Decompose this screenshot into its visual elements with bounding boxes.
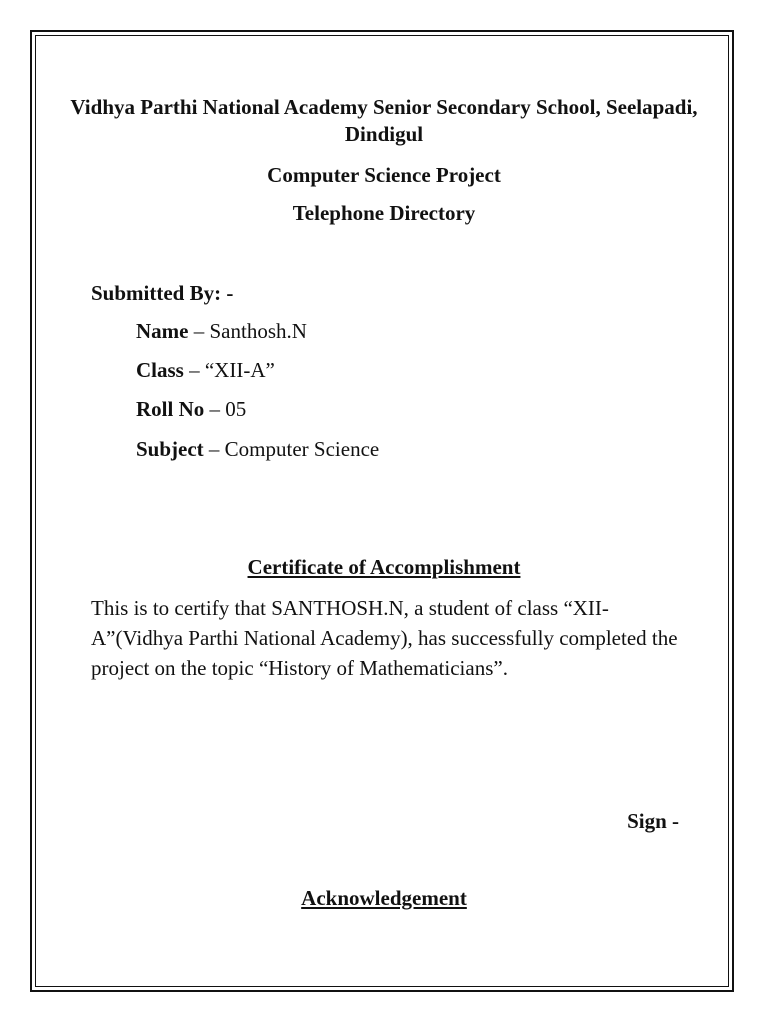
detail-roll-no [136,396,246,423]
detail-roll-no-label: Roll No [136,397,205,421]
certificate-text: This is to certify that SANTHOSH.N, a student of class “XII-A”(Vidhya Parthi National Academy), has successfully completed the project on the topic “History of Mathematicians”. [91,596,678,680]
detail-subject [136,436,379,463]
school-name-heading: Vidhya Parthi National Academy Senior Secondary School, Seelapadi, Dindigul [70,95,698,146]
acknowledgement-title: Acknowledgement [301,886,467,910]
project-type-heading: Computer Science Project [267,163,501,187]
detail-class-value: – “XII-A” [183,358,275,382]
project-title-heading: Telephone Directory [292,201,476,225]
detail-subject-value: – Computer Science [203,437,380,461]
sign-label: Sign - [627,809,679,833]
certificate-title: Certificate of Accomplishment [247,555,521,579]
detail-roll-no-value: – 05 [204,397,247,421]
detail-subject-label: Subject [136,437,204,461]
detail-class [136,357,275,384]
detail-name-value: – Santhosh.N [188,319,307,343]
detail-name [136,318,307,345]
detail-name-label: Name [136,319,189,343]
submitted-by-heading: Submitted By: - [91,281,234,305]
detail-class-label: Class [136,358,184,382]
